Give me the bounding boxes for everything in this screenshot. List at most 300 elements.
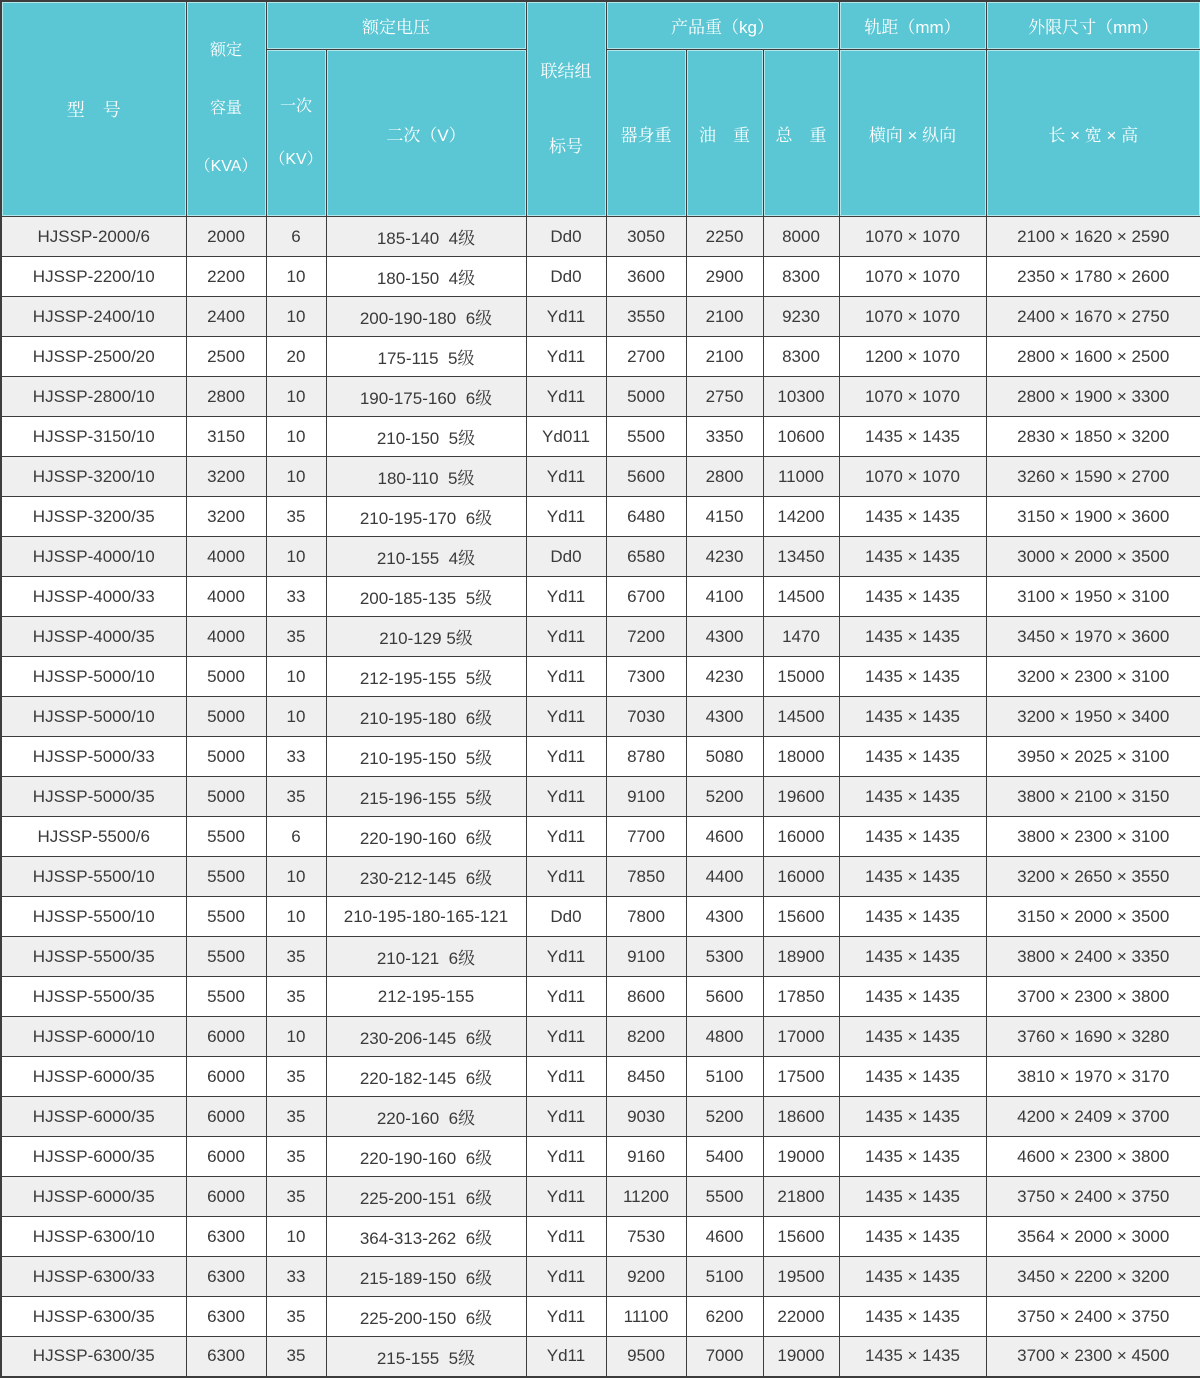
cell-weight-oil: 7000 <box>686 1337 763 1377</box>
cell-connection: Dd0 <box>526 897 606 937</box>
cell-connection: Yd11 <box>526 937 606 977</box>
cell-primary: 35 <box>266 497 326 537</box>
cell-gauge: 1435 × 1435 <box>839 1017 986 1057</box>
table-row <box>1 257 1200 297</box>
cell-secondary: 200-185-135 5级 <box>326 577 526 617</box>
cell-connection: Yd11 <box>526 337 606 377</box>
cell-gauge: 1435 × 1435 <box>839 817 986 857</box>
header-primary-voltage-line2: （KV） <box>269 151 323 169</box>
cell-primary: 35 <box>266 1297 326 1337</box>
table-row <box>1 817 1200 857</box>
cell-weight-oil: 5400 <box>686 1137 763 1177</box>
header-connection-symbol <box>526 1 606 217</box>
cell-connection: Yd11 <box>526 977 606 1017</box>
cell-weight-oil: 5200 <box>686 1097 763 1137</box>
cell-weight-oil: 4600 <box>686 1217 763 1257</box>
cell-weight-total: 8300 <box>763 337 839 377</box>
cell-secondary: 200-190-180 6级 <box>326 297 526 337</box>
cell-dims: 3564 × 2000 × 3000 <box>986 1217 1200 1257</box>
cell-weight-oil: 5100 <box>686 1057 763 1097</box>
cell-model: HJSSP-5500/6 <box>1 817 186 857</box>
table-row <box>1 457 1200 497</box>
cell-dims: 4600 × 2300 × 3800 <box>986 1137 1200 1177</box>
cell-primary: 10 <box>266 257 326 297</box>
table-row <box>1 337 1200 377</box>
cell-weight-total: 16000 <box>763 817 839 857</box>
cell-capacity: 5500 <box>186 817 266 857</box>
cell-secondary: 225-200-150 6级 <box>326 1297 526 1337</box>
table-row <box>1 977 1200 1017</box>
cell-primary: 35 <box>266 1177 326 1217</box>
cell-weight-oil: 4230 <box>686 537 763 577</box>
cell-model: HJSSP-6000/35 <box>1 1057 186 1097</box>
cell-dims: 2800 × 1600 × 2500 <box>986 337 1200 377</box>
cell-gauge: 1435 × 1435 <box>839 1097 986 1137</box>
cell-secondary: 210-195-180 6级 <box>326 697 526 737</box>
header-primary-voltage <box>266 50 326 217</box>
cell-dims: 3950 × 2025 × 3100 <box>986 737 1200 777</box>
cell-connection: Yd11 <box>526 737 606 777</box>
cell-dims: 3750 × 2400 × 3750 <box>986 1297 1200 1337</box>
cell-primary: 10 <box>266 377 326 417</box>
cell-connection: Yd11 <box>526 1057 606 1097</box>
cell-dims: 3150 × 1900 × 3600 <box>986 497 1200 537</box>
cell-connection: Yd11 <box>526 1257 606 1297</box>
cell-capacity: 5000 <box>186 737 266 777</box>
cell-primary: 10 <box>266 1017 326 1057</box>
cell-dims: 3100 × 1950 × 3100 <box>986 577 1200 617</box>
cell-weight-body: 5600 <box>606 457 686 497</box>
table-row <box>1 937 1200 977</box>
table-row <box>1 697 1200 737</box>
cell-secondary: 210-155 4级 <box>326 537 526 577</box>
cell-secondary: 210-121 6级 <box>326 937 526 977</box>
cell-secondary: 230-212-145 6级 <box>326 857 526 897</box>
cell-primary: 35 <box>266 937 326 977</box>
cell-weight-body: 9100 <box>606 937 686 977</box>
cell-secondary: 220-190-160 6级 <box>326 1137 526 1177</box>
cell-gauge: 1435 × 1435 <box>839 697 986 737</box>
cell-model: HJSSP-6300/33 <box>1 1257 186 1297</box>
cell-connection: Yd11 <box>526 297 606 337</box>
cell-capacity: 6300 <box>186 1257 266 1297</box>
cell-secondary: 220-182-145 6级 <box>326 1057 526 1097</box>
cell-capacity: 2000 <box>186 217 266 257</box>
cell-capacity: 5500 <box>186 977 266 1017</box>
cell-connection: Yd11 <box>526 1017 606 1057</box>
cell-weight-oil: 5100 <box>686 1257 763 1297</box>
header-rated-capacity-line2: 容量 <box>209 100 242 117</box>
cell-weight-total: 21800 <box>763 1177 839 1217</box>
cell-connection: Yd11 <box>526 697 606 737</box>
cell-secondary: 185-140 4级 <box>326 217 526 257</box>
cell-model: HJSSP-5500/35 <box>1 937 186 977</box>
header-track-gauge-group: 轨距（mm） <box>839 1 986 50</box>
cell-model: HJSSP-3200/35 <box>1 497 186 537</box>
table-body <box>1 217 1200 1377</box>
cell-gauge: 1435 × 1435 <box>839 777 986 817</box>
header-model: 型 号 <box>1 1 186 217</box>
cell-weight-oil: 4230 <box>686 657 763 697</box>
table-row <box>1 617 1200 657</box>
cell-model: HJSSP-2500/20 <box>1 337 186 377</box>
cell-primary: 35 <box>266 977 326 1017</box>
cell-primary: 35 <box>266 1097 326 1137</box>
cell-connection: Yd11 <box>526 577 606 617</box>
cell-primary: 10 <box>266 1217 326 1257</box>
table-row <box>1 417 1200 457</box>
cell-gauge: 1435 × 1435 <box>839 1137 986 1177</box>
cell-model: HJSSP-6300/35 <box>1 1337 186 1377</box>
cell-weight-body: 7030 <box>606 697 686 737</box>
header-rated-capacity <box>186 1 266 217</box>
cell-weight-body: 3050 <box>606 217 686 257</box>
cell-weight-total: 14500 <box>763 697 839 737</box>
cell-primary: 33 <box>266 1257 326 1297</box>
cell-primary: 33 <box>266 577 326 617</box>
cell-connection: Yd11 <box>526 1297 606 1337</box>
cell-capacity: 2200 <box>186 257 266 297</box>
cell-capacity: 5500 <box>186 857 266 897</box>
cell-connection: Yd11 <box>526 1097 606 1137</box>
cell-capacity: 5500 <box>186 897 266 937</box>
cell-weight-oil: 5500 <box>686 1177 763 1217</box>
cell-dims: 3800 × 2100 × 3150 <box>986 777 1200 817</box>
cell-primary: 10 <box>266 297 326 337</box>
cell-secondary: 225-200-151 6级 <box>326 1177 526 1217</box>
cell-gauge: 1435 × 1435 <box>839 737 986 777</box>
cell-dims: 4200 × 2409 × 3700 <box>986 1097 1200 1137</box>
cell-weight-total: 9230 <box>763 297 839 337</box>
table-row <box>1 1337 1200 1377</box>
table-row <box>1 297 1200 337</box>
cell-weight-total: 15600 <box>763 1217 839 1257</box>
cell-weight-oil: 4400 <box>686 857 763 897</box>
cell-model: HJSSP-5000/10 <box>1 657 186 697</box>
cell-secondary: 212-195-155 <box>326 977 526 1017</box>
cell-weight-body: 8600 <box>606 977 686 1017</box>
cell-primary: 35 <box>266 1137 326 1177</box>
cell-capacity: 5000 <box>186 777 266 817</box>
cell-secondary: 180-150 4级 <box>326 257 526 297</box>
cell-capacity: 3150 <box>186 417 266 457</box>
cell-capacity: 2800 <box>186 377 266 417</box>
cell-dims: 3800 × 2300 × 3100 <box>986 817 1200 857</box>
cell-weight-oil: 2900 <box>686 257 763 297</box>
cell-weight-total: 19000 <box>763 1337 839 1377</box>
cell-primary: 6 <box>266 817 326 857</box>
cell-weight-oil: 6200 <box>686 1297 763 1337</box>
cell-primary: 35 <box>266 1337 326 1377</box>
cell-gauge: 1070 × 1070 <box>839 217 986 257</box>
cell-primary: 10 <box>266 657 326 697</box>
cell-gauge: 1435 × 1435 <box>839 1337 986 1377</box>
cell-weight-total: 10300 <box>763 377 839 417</box>
table-row <box>1 1137 1200 1177</box>
cell-weight-body: 6700 <box>606 577 686 617</box>
header-oil-weight: 油 重 <box>686 50 763 217</box>
cell-secondary: 230-206-145 6级 <box>326 1017 526 1057</box>
cell-model: HJSSP-4000/35 <box>1 617 186 657</box>
cell-secondary: 215-196-155 5级 <box>326 777 526 817</box>
header-connection-line2: 标号 <box>549 137 583 156</box>
header-rated-capacity-line1: 额定 <box>209 42 242 59</box>
cell-model: HJSSP-6000/10 <box>1 1017 186 1057</box>
cell-dims: 3750 × 2400 × 3750 <box>986 1177 1200 1217</box>
cell-primary: 10 <box>266 537 326 577</box>
cell-dims: 2830 × 1850 × 3200 <box>986 417 1200 457</box>
header-connection-line1: 联结组 <box>540 62 592 81</box>
cell-dims: 2350 × 1780 × 2600 <box>986 257 1200 297</box>
table-row <box>1 777 1200 817</box>
cell-gauge: 1435 × 1435 <box>839 617 986 657</box>
header-product-weight-group: 产品重（kg） <box>606 1 839 50</box>
cell-weight-total: 16000 <box>763 857 839 897</box>
cell-secondary: 190-175-160 6级 <box>326 377 526 417</box>
cell-connection: Yd11 <box>526 1337 606 1377</box>
table-row <box>1 1097 1200 1137</box>
cell-capacity: 4000 <box>186 577 266 617</box>
cell-dims: 3260 × 1590 × 2700 <box>986 457 1200 497</box>
cell-weight-total: 1470 <box>763 617 839 657</box>
cell-secondary: 220-190-160 6级 <box>326 817 526 857</box>
cell-weight-oil: 4800 <box>686 1017 763 1057</box>
cell-capacity: 2500 <box>186 337 266 377</box>
cell-weight-total: 18000 <box>763 737 839 777</box>
cell-gauge: 1435 × 1435 <box>839 417 986 457</box>
cell-primary: 35 <box>266 1057 326 1097</box>
cell-weight-body: 5000 <box>606 377 686 417</box>
cell-capacity: 3200 <box>186 497 266 537</box>
cell-dims: 3450 × 1970 × 3600 <box>986 617 1200 657</box>
header-dims-sub: 长 × 宽 × 高 <box>986 50 1200 217</box>
cell-dims: 3200 × 1950 × 3400 <box>986 697 1200 737</box>
table-row <box>1 657 1200 697</box>
cell-connection: Yd11 <box>526 857 606 897</box>
table-row <box>1 377 1200 417</box>
cell-dims: 2800 × 1900 × 3300 <box>986 377 1200 417</box>
cell-capacity: 3200 <box>186 457 266 497</box>
cell-connection: Yd11 <box>526 617 606 657</box>
cell-weight-total: 22000 <box>763 1297 839 1337</box>
cell-weight-body: 8200 <box>606 1017 686 1057</box>
cell-connection: Yd11 <box>526 457 606 497</box>
cell-weight-oil: 2100 <box>686 297 763 337</box>
table-row <box>1 1057 1200 1097</box>
cell-primary: 35 <box>266 777 326 817</box>
table-header <box>1 1 1200 217</box>
cell-weight-body: 8780 <box>606 737 686 777</box>
cell-primary: 6 <box>266 217 326 257</box>
table-row <box>1 1177 1200 1217</box>
cell-dims: 3000 × 2000 × 3500 <box>986 537 1200 577</box>
cell-weight-oil: 4300 <box>686 897 763 937</box>
cell-weight-body: 7300 <box>606 657 686 697</box>
cell-gauge: 1435 × 1435 <box>839 937 986 977</box>
table-row <box>1 537 1200 577</box>
cell-secondary: 210-195-170 6级 <box>326 497 526 537</box>
cell-model: HJSSP-6300/10 <box>1 1217 186 1257</box>
cell-capacity: 6000 <box>186 1017 266 1057</box>
cell-primary: 10 <box>266 857 326 897</box>
cell-primary: 10 <box>266 457 326 497</box>
cell-gauge: 1435 × 1435 <box>839 1257 986 1297</box>
cell-weight-body: 3550 <box>606 297 686 337</box>
cell-weight-total: 14200 <box>763 497 839 537</box>
cell-primary: 10 <box>266 697 326 737</box>
header-gauge-sub: 横向 × 纵向 <box>839 50 986 217</box>
cell-weight-total: 8000 <box>763 217 839 257</box>
table-row <box>1 857 1200 897</box>
cell-model: HJSSP-2000/6 <box>1 217 186 257</box>
cell-weight-total: 19000 <box>763 1137 839 1177</box>
table-row <box>1 217 1200 257</box>
cell-capacity: 6300 <box>186 1337 266 1377</box>
cell-capacity: 5000 <box>186 657 266 697</box>
cell-weight-body: 9030 <box>606 1097 686 1137</box>
cell-weight-oil: 4300 <box>686 697 763 737</box>
cell-weight-total: 19500 <box>763 1257 839 1297</box>
cell-primary: 33 <box>266 737 326 777</box>
cell-weight-oil: 2750 <box>686 377 763 417</box>
cell-dims: 3200 × 2650 × 3550 <box>986 857 1200 897</box>
header-secondary-voltage: 二次（V） <box>326 50 526 217</box>
cell-connection: Yd11 <box>526 497 606 537</box>
header-total-weight: 总 重 <box>763 50 839 217</box>
cell-gauge: 1435 × 1435 <box>839 497 986 537</box>
cell-weight-body: 9500 <box>606 1337 686 1377</box>
cell-secondary: 215-189-150 6级 <box>326 1257 526 1297</box>
cell-model: HJSSP-6000/35 <box>1 1137 186 1177</box>
cell-weight-body: 7700 <box>606 817 686 857</box>
cell-weight-oil: 4100 <box>686 577 763 617</box>
cell-weight-oil: 5300 <box>686 937 763 977</box>
cell-connection: Yd11 <box>526 1137 606 1177</box>
cell-model: HJSSP-3200/10 <box>1 457 186 497</box>
cell-connection: Yd011 <box>526 417 606 457</box>
cell-weight-oil: 2250 <box>686 217 763 257</box>
cell-secondary: 210-195-180-165-121 <box>326 897 526 937</box>
cell-capacity: 6000 <box>186 1177 266 1217</box>
table-row <box>1 737 1200 777</box>
cell-secondary: 210-129 5级 <box>326 617 526 657</box>
cell-model: HJSSP-5000/10 <box>1 697 186 737</box>
cell-capacity: 6000 <box>186 1097 266 1137</box>
cell-capacity: 5000 <box>186 697 266 737</box>
table-row <box>1 897 1200 937</box>
cell-weight-total: 10600 <box>763 417 839 457</box>
cell-gauge: 1435 × 1435 <box>839 537 986 577</box>
cell-dims: 3800 × 2400 × 3350 <box>986 937 1200 977</box>
cell-primary: 10 <box>266 417 326 457</box>
cell-gauge: 1070 × 1070 <box>839 257 986 297</box>
cell-gauge: 1070 × 1070 <box>839 297 986 337</box>
cell-capacity: 6300 <box>186 1217 266 1257</box>
header-body-weight: 器身重 <box>606 50 686 217</box>
cell-dims: 3810 × 1970 × 3170 <box>986 1057 1200 1097</box>
cell-weight-total: 15000 <box>763 657 839 697</box>
cell-gauge: 1200 × 1070 <box>839 337 986 377</box>
cell-model: HJSSP-5500/10 <box>1 857 186 897</box>
header-outer-dimensions-group: 外限尺寸（mm） <box>986 1 1200 50</box>
cell-connection: Yd11 <box>526 817 606 857</box>
cell-gauge: 1435 × 1435 <box>839 657 986 697</box>
cell-primary: 20 <box>266 337 326 377</box>
cell-gauge: 1435 × 1435 <box>839 977 986 1017</box>
header-rated-voltage-group: 额定电压 <box>266 1 526 50</box>
cell-dims: 3700 × 2300 × 4500 <box>986 1337 1200 1377</box>
cell-gauge: 1435 × 1435 <box>839 897 986 937</box>
cell-capacity: 2400 <box>186 297 266 337</box>
cell-weight-total: 18900 <box>763 937 839 977</box>
cell-capacity: 4000 <box>186 617 266 657</box>
cell-weight-total: 8300 <box>763 257 839 297</box>
cell-weight-total: 14500 <box>763 577 839 617</box>
cell-secondary: 215-155 5级 <box>326 1337 526 1377</box>
cell-dims: 3200 × 2300 × 3100 <box>986 657 1200 697</box>
cell-weight-body: 8450 <box>606 1057 686 1097</box>
table-row <box>1 1217 1200 1257</box>
cell-gauge: 1070 × 1070 <box>839 457 986 497</box>
cell-capacity: 6000 <box>186 1137 266 1177</box>
cell-model: HJSSP-6000/35 <box>1 1177 186 1217</box>
table-row <box>1 1297 1200 1337</box>
cell-weight-body: 6480 <box>606 497 686 537</box>
cell-secondary: 220-160 6级 <box>326 1097 526 1137</box>
cell-weight-body: 7800 <box>606 897 686 937</box>
cell-weight-oil: 5600 <box>686 977 763 1017</box>
cell-weight-total: 17500 <box>763 1057 839 1097</box>
cell-weight-total: 15600 <box>763 897 839 937</box>
cell-connection: Yd11 <box>526 777 606 817</box>
cell-weight-total: 17000 <box>763 1017 839 1057</box>
cell-model: HJSSP-2400/10 <box>1 297 186 337</box>
cell-connection: Yd11 <box>526 657 606 697</box>
cell-weight-oil: 5200 <box>686 777 763 817</box>
header-rated-capacity-line3: （KVA） <box>194 158 258 175</box>
cell-gauge: 1435 × 1435 <box>839 577 986 617</box>
cell-model: HJSSP-3150/10 <box>1 417 186 457</box>
cell-weight-body: 11100 <box>606 1297 686 1337</box>
cell-weight-body: 5500 <box>606 417 686 457</box>
cell-connection: Dd0 <box>526 217 606 257</box>
cell-dims: 3760 × 1690 × 3280 <box>986 1017 1200 1057</box>
cell-model: HJSSP-2800/10 <box>1 377 186 417</box>
cell-weight-body: 11200 <box>606 1177 686 1217</box>
cell-gauge: 1435 × 1435 <box>839 1297 986 1337</box>
cell-model: HJSSP-5000/33 <box>1 737 186 777</box>
cell-weight-oil: 4600 <box>686 817 763 857</box>
cell-weight-body: 9200 <box>606 1257 686 1297</box>
cell-weight-oil: 4300 <box>686 617 763 657</box>
cell-model: HJSSP-5000/35 <box>1 777 186 817</box>
cell-weight-body: 9160 <box>606 1137 686 1177</box>
cell-capacity: 6300 <box>186 1297 266 1337</box>
cell-weight-body: 3600 <box>606 257 686 297</box>
cell-weight-body: 7200 <box>606 617 686 657</box>
cell-connection: Dd0 <box>526 537 606 577</box>
cell-gauge: 1435 × 1435 <box>839 1177 986 1217</box>
cell-weight-body: 6580 <box>606 537 686 577</box>
cell-dims: 2100 × 1620 × 2590 <box>986 217 1200 257</box>
cell-connection: Yd11 <box>526 1177 606 1217</box>
table-row <box>1 497 1200 537</box>
cell-dims: 3150 × 2000 × 3500 <box>986 897 1200 937</box>
cell-weight-total: 19600 <box>763 777 839 817</box>
cell-secondary: 212-195-155 5级 <box>326 657 526 697</box>
cell-connection: Dd0 <box>526 257 606 297</box>
cell-weight-total: 11000 <box>763 457 839 497</box>
